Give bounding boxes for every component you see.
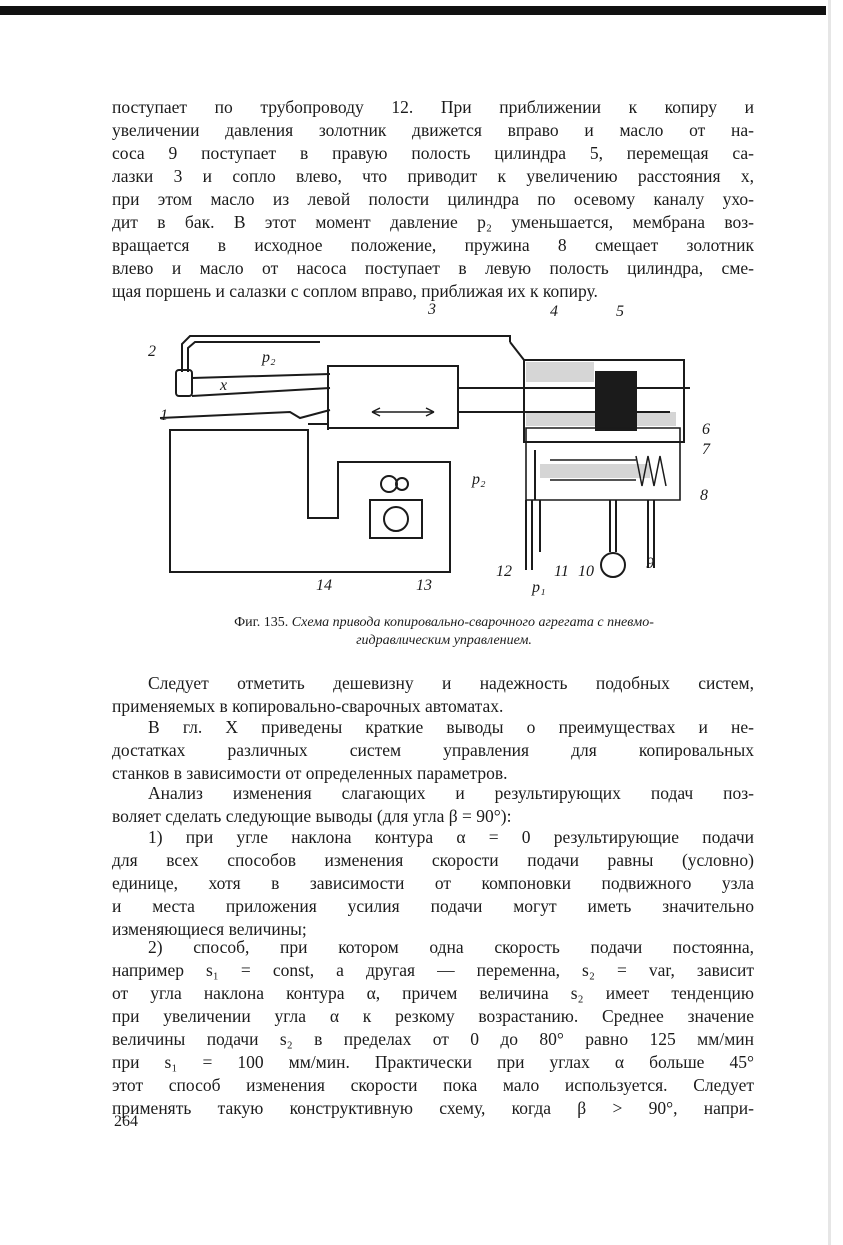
text-line: единице, хотя в зависимости от компоновки подвижного узла: [112, 873, 754, 893]
paragraph-4: [112, 782, 754, 828]
label-14: 14: [316, 577, 332, 594]
motor-wheel: [384, 507, 408, 531]
text-line: для всех способов изменения скорости подачи равны (условно): [112, 850, 754, 870]
motion-arrow: [372, 408, 434, 416]
text-line: Следует отметить дешевизну и надежность подобных систем,: [148, 673, 754, 693]
label-9: 9: [646, 555, 654, 572]
hatch-valve: [540, 464, 650, 478]
text-line: лазки 3 и сопло влево, что приводит к увеличению расстояния x,: [112, 166, 754, 186]
text-line: вращается в исходное положение, пружина 8 смещает золотник: [112, 235, 754, 255]
label-2: 2: [148, 343, 156, 360]
label-4: 4: [550, 303, 558, 320]
figure-title-line-1: Схема привода копировально-сварочного агрегата с пневмо-: [291, 615, 654, 630]
label-p2-top: p₂: [262, 349, 276, 366]
text-line: и места приложения усилия подачи могут иметь значительно: [112, 896, 754, 916]
label-8: 8: [700, 487, 708, 504]
page-number: 264: [114, 1113, 138, 1130]
copier-line: [192, 388, 330, 396]
scan-right-edge: [828, 0, 831, 1245]
text-line: станков в зависимости от определенных параметров.: [112, 763, 508, 783]
text-line: от угла наклона контура α, причем величина s₂ имеет тенденцию: [112, 983, 754, 1003]
text-line: изменяющиеся величины;: [112, 919, 307, 939]
label-7: 7: [702, 441, 710, 458]
paragraph-6: [112, 936, 754, 1120]
label-5: 5: [616, 303, 624, 320]
text-line: величины подачи s₂ в пределах от 0 до 80° равно 125 мм/мин: [112, 1029, 754, 1049]
hatch-top: [526, 362, 594, 382]
paragraph-5: [112, 826, 754, 941]
label-3: 3: [428, 301, 436, 318]
paragraph-2: [112, 672, 754, 718]
text-line: этот способ изменения скорости пока мало используется. Следует: [112, 1075, 754, 1095]
pipe-12: [526, 500, 532, 570]
text-line: влево и масло от насоса поступает в левую полость цилиндра, сме-: [112, 258, 754, 278]
text-line: применять такую конструктивную схему, когда β > 90°, напри-: [112, 1098, 754, 1118]
text-line: соса 9 поступает в правую полость цилиндра 5, перемещая са-: [112, 143, 754, 163]
label-6: 6: [702, 421, 710, 438]
text-line: при увеличении угла α к резкому возрастанию. Среднее значение: [112, 1006, 754, 1026]
slide-3: [328, 366, 458, 428]
text-line: В гл. X приведены краткие выводы о преимуществах и не-: [148, 717, 754, 737]
text-line: воляет сделать следующие выводы (для угла β = 90°):: [112, 806, 512, 826]
label-p2-mid: p₂: [472, 471, 486, 488]
air-line-4: [510, 342, 524, 360]
piston-rod: [458, 388, 690, 412]
text-line: достатках различных систем управления для копировальных: [112, 740, 754, 760]
motor-box: [370, 500, 422, 538]
text-line: применяемых в копировально-сварочных автоматах.: [112, 696, 504, 716]
pipe-10: [610, 500, 616, 552]
text-line: при s₁ = 100 мм/мин. Практически при углах α больше 45°: [112, 1052, 754, 1072]
pump-9: [601, 553, 625, 577]
text-line: щая поршень и салазки с соплом вправо, приближая их к копиру.: [112, 281, 598, 301]
paragraph-1: [112, 96, 754, 303]
label-p1: p₁: [532, 579, 546, 596]
label-11: 11: [554, 563, 569, 580]
text-line: при этом масло из левой полости цилиндра по осевому каналу ухо-: [112, 189, 754, 209]
text-line: поступает по трубопроводу 12. При приближении к копиру и: [112, 97, 754, 117]
template-1: [160, 410, 330, 418]
nozzle-arm: [192, 374, 330, 378]
figure-number: Фиг. 135.: [234, 615, 289, 630]
label-10: 10: [578, 563, 594, 580]
label-13: 13: [416, 577, 432, 594]
motor-dial: [381, 476, 397, 492]
figure-title-line-2: гидравлическим управлением.: [356, 633, 532, 648]
text-line: Анализ изменения слагающих и результирующих подач поз-: [148, 783, 754, 803]
text-line: 2) способ, при котором одна скорость подачи постоянна,: [148, 937, 754, 957]
paragraph-3: [112, 716, 754, 785]
scan-top-edge: [0, 6, 826, 15]
label-1: 1: [160, 407, 168, 424]
text-line: 1) при угле наклона контура α = 0 результирующие подачи: [148, 827, 754, 847]
frame-step: [308, 424, 328, 430]
nozzle: [176, 370, 192, 396]
hatch-bottom: [526, 412, 676, 426]
label-12: 12: [496, 563, 512, 580]
text-line: увеличении давления золотник движется вправо и масло от на-: [112, 120, 754, 140]
text-line: например s₁ = const, а другая — переменна, s₂ = var, зависит: [112, 960, 754, 980]
text-line: дит в бак. В этот момент давление p₂ уменьшается, мембрана воз-: [112, 212, 754, 232]
figure-caption: [144, 614, 744, 650]
label-x: x: [220, 377, 228, 394]
air-line-inner: [188, 342, 320, 372]
figure-135-diagram: [140, 300, 730, 605]
